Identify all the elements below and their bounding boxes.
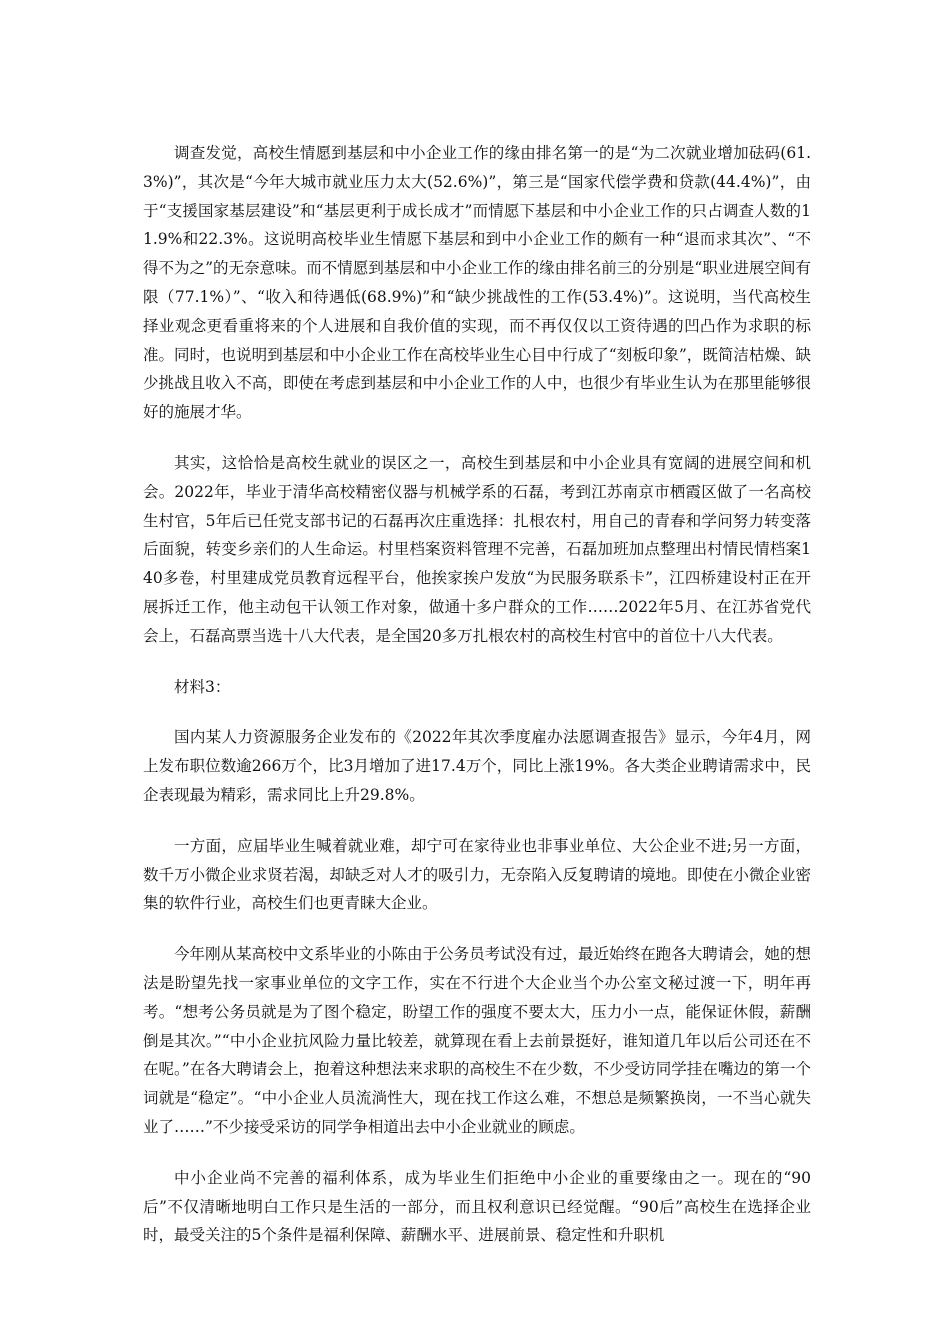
material-3-label: 材料3： [174,677,231,696]
paragraph-hiring-report: 国内某人力资源服务企业发布的《2022年其次季度雇办法愿调查报告》显示，今年4月，网上发布职位数逾266万个，比3月增加了进17.4万个，同比上涨19%。各大类企业聘请需求中，民企表现最为精彩，需求同比上升29.8%。 [143,728,811,804]
paragraph-welfare-system: 中小企业尚不完善的福利体系，成为毕业生们拒绝中小企业的重要缘由之一。现在的“90后”不仅清晰地明白工作只是生活的一部分，而且权利意识已经觉醒。“90后”高校生在选择企业时，最受关注的5个条件是福利保障、薪酬水平、进展前景、稳定性和升职机 [143,1168,811,1245]
paragraph-xiao-chen: 今年刚从某高校中文系毕业的小陈由于公务员考试没有过，最近始终在跑各大聘请会，她的想法是盼望先找一家事业单位的文字工作，实在不行进个大企业当个办公室文秘过渡一下，明年再考。“想考公务员就是为了图个稳定，盼望工作的强度不要太大，压力小一点，能保证休假，薪酬倒是其次。”“中小企业抗风险力量比较差，就算现在看上去前景挺好，谁知道几年以后公司还在不在呢。”在各大聘请会上，抱着这种想法来求职的高校生不在少数，不少受访同学挂在嘴边的第一个词就是“稳定”。“中小企业人员流淌性大，现在找工作这么难，不想总是频繁换岗，一不当心就失业了……”不少接受采访的同学争相道出去中小企业就业的顾虑。 [143,945,811,1136]
paragraph-survey-findings: 调查发觉，高校生情愿到基层和中小企业工作的缘由排名第一的是“为二次就业增加砝码(61.3%)”，其次是“今年大城市就业压力太大(52.6%)”，第三是“国家代偿学费和贷款(44.4%)”，由于“支援国家基层建设”和“基层更利于成长成才”而情愿下基层和中小企业工作的只占调查人数的11.9%和22.3%。这说明高校毕业生情愿下基层和到中小企业工作的颇有一种“退而求其次”、“不得不为之”的无奈意味。而不情愿到基层和中小企业工作的缘由排名前三的分别是“职业进展空间有限（77.1%）”、“收入和待遇低(68.9%)”和“缺少挑战性的工作(53.4%)”。这说明，当代高校生择业观念更看重将来的个人进展和自我价值的实现，而不再仅仅以工资待遇的凹凸作为求职的标准。同时，也说明到基层和中小企业工作在高校毕业生心目中行成了“刻板印象”，既简洁枯燥、缺少挑战且收入不高，即使在考虑到基层和中小企业工作的人中，也很少有毕业生认为在那里能够很好的施展才华。 [143,144,811,422]
paragraph-graduates-dilemma: 一方面，应届毕业生喊着就业难，却宁可在家待业也非事业单位、大公企业不进;另一方面，数千万小微企业求贤若渴，却缺乏对人才的吸引力，无奈陷入反复聘请的境地。即使在小微企业密集的软件行业，高校生们也更青睐大企业。 [143,836,811,913]
paragraph-shi-lei-example: 其实，这恰恰是高校生就业的误区之一，高校生到基层和中小企业具有宽阔的进展空间和机会。2022年，毕业于清华高校精密仪器与机械学系的石磊，考到江苏南京市栖霞区做了一名高校生村官，5年后已任党支部书记的石磊再次庄重选择：扎根农村，用自己的青春和学问努力转变落后面貌，转变乡亲们的人生命运。村里档案资料管理不完善，石磊加班加点整理出村情民情档案140多卷，村里建成党员教育远程平台，他挨家挨户发放“为民服务联系卡”，江四桥建设村正在开展拆迁工作，他主动包干认领工作对象，做通十多户群众的工作……2022年5月、在江苏省党代会上，石磊高票当选十八大代表，是全国20多万扎根农村的高校生村官中的首位十八大代表。 [143,453,811,645]
document-page [143,139,811,1272]
